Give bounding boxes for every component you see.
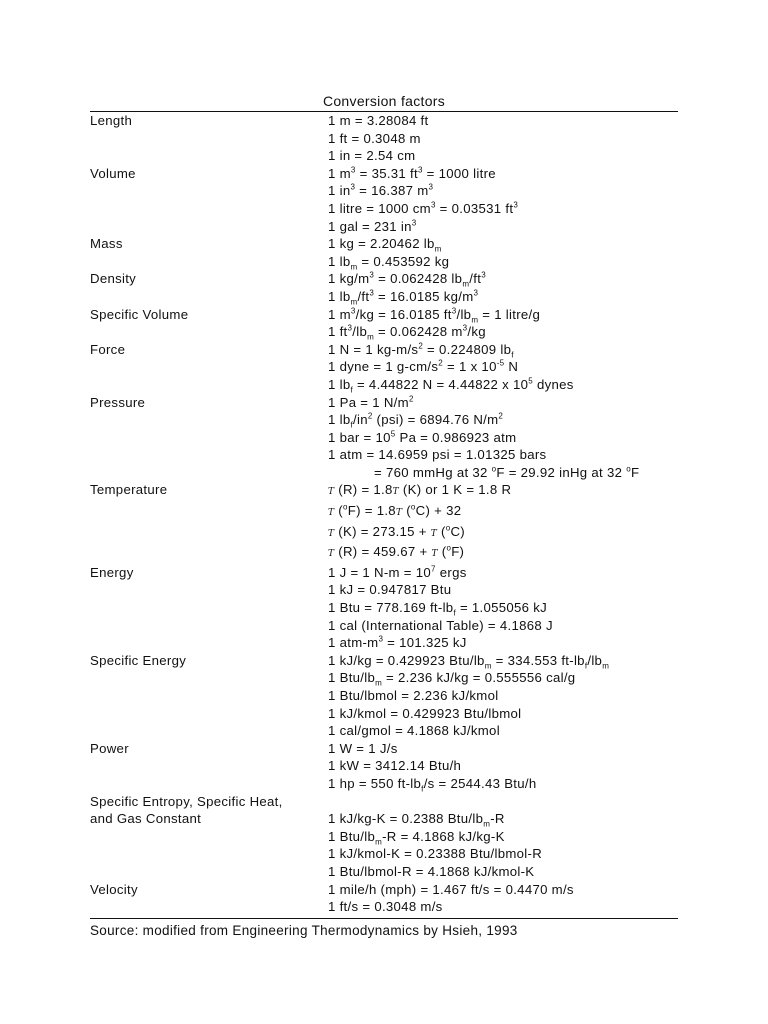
factor-cell [328,581,678,599]
table-row [90,581,678,599]
factor-cell [328,810,678,828]
table-row [90,881,678,899]
factor-cell [328,147,678,165]
factor-cell [328,481,678,502]
quantity-cell [90,687,328,705]
factor-cell [328,828,678,846]
quantity-cell [90,376,328,394]
factor-cell [328,306,678,324]
quantity-cell: Mass [90,236,123,252]
quantity-cell: Pressure [90,394,146,410]
factor-cell [328,165,678,183]
factor-cell [328,523,678,544]
quantity-cell: Specific Entropy, Specific Heat, [90,793,283,809]
conversion-factor: 1 $lb_f = 4.44822$ N = 4.44822 x $10^5$ dynes [328,376,574,395]
quantity-cell [90,218,328,236]
conversion-factor: 1 kJ/kg-K = 0.2388 Btu/$lb_m-R$ [328,811,505,829]
quantity-cell: Force [90,341,126,357]
factor-cell [328,502,678,523]
factor-cell [328,341,678,359]
conversion-factor: 1 kJ/kg = 0.429923 Btu/$lb_m = 334.553$ $ft-lb_f/lb_m$ [328,652,610,671]
table-bottom-rule [90,918,678,919]
table-row [90,341,678,359]
table-row [90,358,678,376]
conversion-factor: 1 atm-$m^3 = 101.325$ kJ [328,634,467,651]
quantity-cell: Length [90,113,133,128]
quantity-cell: Volume [90,165,136,181]
table-row [90,165,678,183]
quantity-cell [90,669,328,687]
quantity-cell [90,543,328,564]
quantity-cell [90,147,328,165]
quantity-cell: Density [90,271,137,287]
conversion-factor: 1 bar = $10^5$ Pa = 0.986923 atm [328,429,517,445]
conversion-factor: 1 litre = 1000 $cm^3 = 0.03531$ $ft^3$ [328,200,519,216]
table-row [90,218,678,236]
table-row [90,687,678,705]
table-row [90,845,678,863]
conversion-factor: 1 W = 1 J/s [328,740,398,756]
table-row [90,112,678,130]
factor-cell [328,775,678,793]
quantity-cell [90,446,328,464]
table-row [90,652,678,670]
conversion-factor: T (R) = 459.67 + T ($^o$F) [328,543,465,560]
table-row [90,464,678,482]
table-row [90,740,678,758]
quantity-cell [90,288,328,306]
quantity-cell [90,523,328,544]
table-row [90,863,678,881]
table-row [90,394,678,412]
table-row [90,130,678,148]
quantity-cell [90,253,328,271]
conversion-factor: 1 $lb_m/ft^3 = 16.0185$ $kg/m^3$ [328,288,479,307]
factor-cell [328,793,678,811]
factor-cell [328,757,678,775]
table-row [90,828,678,846]
conversion-factor: 1 cal (International Table) = 4.1868 J [328,617,553,633]
table-row [90,376,678,394]
quantity-cell [90,705,328,723]
table-row [90,481,678,502]
conversion-factor: 1 gal = 231 $in^3$ [328,218,417,234]
factor-cell [328,464,678,482]
conversion-factor: 1 N = 1 $kg-m/s^2 = 0.224809$ $lb_f$ [328,341,514,360]
table-row [90,810,678,828]
conversion-factor: 1 kJ/kmol-K = 0.23388 Btu/lbmol-R [328,846,543,862]
quantity-cell [90,464,328,482]
quantity-cell: Temperature [90,482,168,498]
factor-cell [328,253,678,271]
factor-cell [328,130,678,148]
table-row [90,446,678,464]
page-title: Conversion factors [322,93,446,109]
quantity-cell: Specific Energy [90,652,187,668]
quantity-cell [90,775,328,793]
factor-cell [328,323,678,341]
table-row [90,898,678,916]
quantity-cell: and Gas Constant [90,811,202,827]
conversion-factor: T (R) = 1.8T (K) or 1 K = 1.8 R [328,482,512,498]
factor-cell [328,200,678,218]
conversion-factor: 1 dyne = 1 $g-cm/s^2 = 1$ x $10^{-5}$ N [328,358,519,375]
factor-cell [328,235,678,253]
conversion-factor: 1 Btu/lbmol-R = 4.1868 kJ/kmol-K [328,863,535,879]
table-row [90,323,678,341]
table-row [90,705,678,723]
quantity-cell [90,581,328,599]
table-row [90,235,678,253]
quantity-cell [90,722,328,740]
quantity-cell [90,617,328,635]
table-row [90,288,678,306]
table-row [90,617,678,635]
quantity-cell [90,828,328,846]
factor-cell [328,218,678,236]
conversion-factor: 1 kW = 3412.14 Btu/h [328,758,462,774]
conversion-factor: T ($^o$F) = 1.8T ($^o$C) + 32 [328,502,462,519]
conversion-factor: 1 kJ = 0.947817 Btu [328,582,452,598]
conversion-factor: 1 $m^3/kg = 16.0185$ $ft^3/lb_m = 1$ litre/g [328,306,541,325]
table-row [90,182,678,200]
conversion-factor: 1 Btu/lbmol = 2.236 kJ/kmol [328,688,499,703]
quantity-cell [90,323,328,341]
conversion-factor: 1 in = 2.54 cm [328,148,416,164]
conversion-factor: 1 m = 3.28084 ft [328,113,429,128]
factor-cell [328,617,678,635]
factor-cell [328,376,678,394]
factor-cell [328,634,678,652]
table-row [90,543,678,564]
factor-cell [328,740,678,758]
quantity-cell [90,863,328,881]
quantity-cell [90,898,328,916]
conversion-factor: 1 Pa = 1 $N/m^2$ [328,394,414,410]
quantity-cell [90,429,328,447]
factor-cell [328,863,678,881]
conversion-factor: 1 Btu = 778.169 $ft-lb_f = 1.055056$ kJ [328,600,548,618]
conversion-factor: 1 ft = 0.3048 m [328,130,421,146]
factor-cell [328,881,678,899]
conversion-factor: 1 kg = 2.20462 $lb_m$ [328,236,442,254]
factor-cell [328,705,678,723]
quantity-cell [90,502,328,523]
factor-cell [328,288,678,306]
factor-cell [328,652,678,670]
factor-cell [328,112,678,130]
factor-cell [328,722,678,740]
quantity-cell [90,182,328,200]
conversion-factor: 1 hp = 550 $ft-lb_f/s = 2544.43$ Btu/h [328,775,537,794]
quantity-cell: Power [90,740,129,756]
factor-cell [328,564,678,582]
conversion-table-body [90,112,678,916]
table-row [90,502,678,523]
quantity-cell [90,599,328,617]
table-row [90,775,678,793]
factor-cell [328,543,678,564]
quantity-cell [90,845,328,863]
conversion-factor: 1 Btu/$lb_m = 2.236$ kJ/kg = 0.555556 cal/g [328,670,576,689]
conversion-factor: 1 cal/gmol = 4.1868 kJ/kmol [328,723,500,739]
factor-cell [328,358,678,376]
factor-cell [328,270,678,288]
table-row [90,306,678,324]
table-row [90,722,678,740]
factor-cell [328,446,678,464]
factor-cell [328,845,678,863]
table-row [90,147,678,165]
quantity-cell [90,757,328,775]
factor-cell [328,669,678,687]
table-row [90,599,678,617]
conversion-factor: 1 $lb_m = 0.453592$ kg [328,253,450,272]
conversion-table [90,112,678,916]
quantity-cell [90,200,328,218]
conversion-factor: 1 $lb_f/in^2$ (psi) = 6894.76 $N/m^2$ [328,411,504,430]
factor-cell [328,599,678,617]
conversion-factor: 1 $in^3 = 16.387$ $m^3$ [328,182,434,199]
factor-cell [328,394,678,412]
table-row [90,270,678,288]
factor-cell [328,687,678,705]
quantity-cell: Specific Volume [90,306,189,322]
table-row [90,757,678,775]
conversion-factor: 1 ft/s = 0.3048 m/s [328,899,443,915]
conversion-factor: 1 atm = 14.6959 psi = 1.01325 bars [328,447,547,463]
conversion-factor: 1 mile/h (mph) = 1.467 ft/s = 0.4470 m/s [328,881,574,897]
table-row [90,669,678,687]
conversion-factor: 1 J = 1 $N-m = 10^7$ ergs [328,564,467,580]
table-row [90,793,678,811]
conversion-factor: 1 $kg/m^3 = 0.062428$ $lb_m/ft^3$ [328,270,486,289]
table-row [90,634,678,652]
table-row [90,411,678,429]
quantity-cell [90,358,328,376]
conversion-factor: 1 Btu/$lb_m-R = 4.1868$ kJ/kg-K [328,828,505,847]
conversion-factor: 1 $m^3 = 35.31$ $ft^3 = 1000$ litre [328,165,496,181]
conversion-factor: 1 $ft^3/lb_m = 0.062428$ $m^3/kg$ [328,323,486,342]
quantity-cell [90,634,328,652]
factor-cell [328,411,678,429]
factor-cell [328,898,678,916]
conversion-factor: = 760 mmHg at 32 $^o$F = 29.92 inHg at 32 $^o$F [374,464,640,480]
quantity-cell [90,411,328,429]
quantity-cell: Velocity [90,881,138,897]
factor-cell [328,429,678,447]
conversion-factor: T (K) = 273.15 + T ($^o$C) [328,523,465,539]
conversion-document [90,92,678,919]
conversion-factor: 1 kJ/kmol = 0.429923 Btu/lbmol [328,705,522,721]
table-row [90,253,678,271]
quantity-cell: Energy [90,564,134,580]
table-row [90,564,678,582]
factor-cell [328,182,678,200]
quantity-cell [90,130,328,148]
table-row [90,523,678,544]
source-note: Source: modified from Engineering Thermodynamics by Hsieh, 1993 [90,923,518,938]
table-row [90,200,678,218]
table-row [90,429,678,447]
